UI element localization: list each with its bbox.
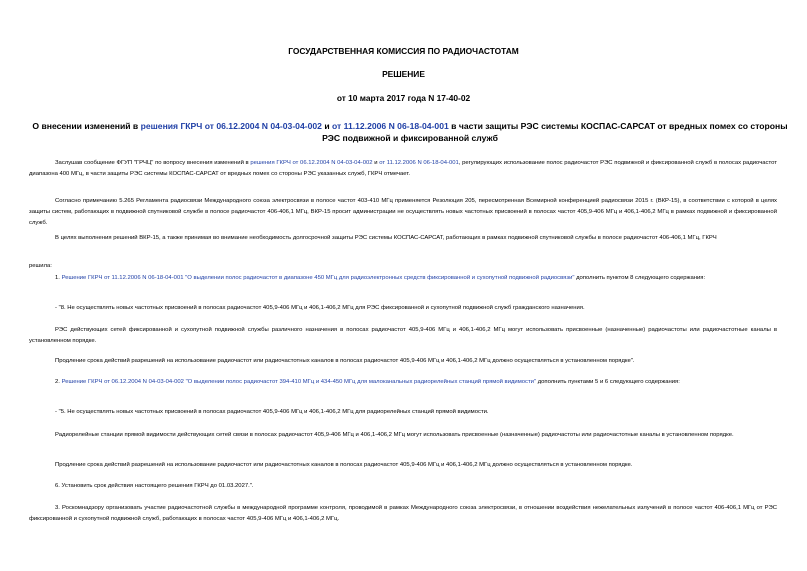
item-1-link-decision[interactable]: Решение ГКРЧ от 11.12.2006 N 06-18-04-001 bbox=[61, 275, 184, 281]
issuing-organization: ГОСУДАРСТВЕННАЯ КОМИССИЯ ПО РАДИОЧАСТОТАМ bbox=[288, 46, 519, 56]
document-date-number: от 10 марта 2017 года N 17-40-02 bbox=[336, 93, 471, 103]
title-text-post: в части защиты РЭС системы КОСПАС-САРСАТ от вредных помех со стороны РЭС подвижной и фиксированной служб bbox=[322, 121, 788, 143]
paragraph-regulation-note: Согласно примечанию 5.265 Регламента радиосвязи Международного союза электросвязи в полосе частот 403-410 МГц применяется Резолюция 205, пересмотренная Всемирной конференцией радиосвязи 2015 г. (ВКР-15), в соответствии с которой в целях защиты систем, работающих в подвижной спутниковой службе в полосе радиочастот 406-406,1 МГц, ВКР-15 просит администрации не осуществлять новых частотных присвоений в полосах частот 405,9-406 МГц и 406,1-406,2 МГц в рамках подвижной и фиксированной служб. bbox=[29, 198, 777, 226]
paragraph-preamble bbox=[29, 158, 777, 180]
preamble-text-post: , регулирующих использование полос радиочастот РЭС подвижной и фиксированной служб в полосах радиочастот диапазона 400 МГц, в части защиты РЭС системы КОСПАС-САРСАТ от вредных помех со стороны РЭС указанных служб, ГКРЧ отмечает. bbox=[29, 160, 777, 177]
item-2 bbox=[29, 377, 777, 388]
title-link-decision-2004[interactable]: решения ГКРЧ от 06.12.2004 N 04-03-04-002 bbox=[140, 121, 322, 131]
preamble-text-pre: Заслушав сообщение ФГУП "ГРЧЦ" по вопросу внесения изменений в bbox=[55, 160, 251, 166]
quote-relay-stations: Радиорелейные станции прямой видимости действующих сетей связи в полосах радиочастот 405,9-406 МГц и 406,1-406,2 МГц могут использовать присвоенные (назначенные) радиочастоты или радиочастотные каналы в установленном порядке. bbox=[55, 432, 734, 438]
quote-extension-2: Продление срока действий разрешений на использование радиочастот или радиочастотных каналов в полосах радиочастот 405,9-406 МГц и 406,1-406,2 МГц должно осуществляться в установленном порядке. bbox=[55, 462, 633, 468]
title-text-pre: О внесении изменений в bbox=[32, 121, 141, 131]
item-1-number: 1. bbox=[55, 275, 62, 281]
item-1 bbox=[29, 273, 777, 284]
item-1-text: дополнить пунктом 8 следующего содержания: bbox=[574, 275, 706, 281]
quote-extension-1: Продление срока действий разрешений на использование радиочастот или радиочастотных каналов в полосах радиочастот 405,9-406 МГц и 406,1-406,2 МГц должно осуществляться в установленном порядке". bbox=[55, 358, 635, 364]
quote-8: - "8. Не осуществлять новых частотных присвоений в полосах радиочастот 405,9-406 МГц и 406,1-406,2 МГц для РЭС фиксированной и сухопутной подвижной служб гражданского назначения. bbox=[55, 305, 585, 311]
document-title bbox=[30, 120, 790, 144]
item-2-text: дополнить пунктами 5 и 6 следующего содержания: bbox=[536, 379, 680, 385]
title-link-decision-2006[interactable]: от 11.12.2006 N 06-18-04-001 bbox=[332, 121, 449, 131]
preamble-link-decision-2006[interactable]: от 11.12.2006 N 06-18-04-001 bbox=[379, 160, 459, 166]
item-2-link-title[interactable]: "О выделении полос радиочастот 394-410 МГц и 434-450 МГц для малоканальных радиорелейных станций прямой видимости" bbox=[183, 379, 537, 385]
item-1-link-title[interactable]: "О выделении полос радиочастот в диапазоне 450 МГц для радиоэлектронных средств фиксированной и сухопутной подвижной радиосвязи" bbox=[183, 275, 575, 281]
item-3: 3. Роскомнадзору организовать участие радиочастотной службы в международной программе контроля, проводимой в рамках Международного союза электросвязи, в отношении воздействия нежелательных излучений в полосе частот 406-406,1 МГц от РЭС фиксированной и сухопутной подвижной служб, работающих в полосах частот 405,9-406 МГц и 406,1-406,2 МГц. bbox=[29, 505, 777, 522]
title-text-mid: и bbox=[321, 121, 333, 131]
quote-existing-networks: РЭС действующих сетей фиксированной и сухопутной подвижной службы различного назначения в полосах радиочастот 405,9-406 МГц и 406,1-406,2 МГц могут использовать присвоенные (назначенные) радиочастоты или радиочастотные каналы в установленном порядке. bbox=[29, 327, 777, 344]
resolved-label: решила: bbox=[29, 263, 52, 269]
quote-6: 6. Установить срок действия настоящего решения ГКРЧ до 01.03.2027.". bbox=[55, 483, 254, 489]
preamble-text-mid: и bbox=[372, 160, 380, 166]
item-2-link-decision[interactable]: Решение ГКРЧ от 06.12.2004 N 04-03-04-002 bbox=[61, 379, 184, 385]
quote-5: - "5. Не осуществлять новых частотных присвоений в полосах радиочастот 405,9-406 МГц и 406,1-406,2 МГц для радиорелейных станций прямой видимости. bbox=[55, 409, 489, 415]
preamble-link-decision-2004[interactable]: решения ГКРЧ от 06.12.2004 N 04-03-04-002 bbox=[250, 160, 373, 166]
paragraph-purpose: В целях выполнения решений ВКР-15, а также принимая во внимание необходимость долгосрочной защиты РЭС системы КОСПАС-САРСАТ, работающих в рамках подвижной спутниковой службы в полосе радиочастот 406-406,1 МГц, ГКРЧ bbox=[55, 235, 717, 241]
item-2-number: 2. bbox=[55, 379, 62, 385]
document-type: РЕШЕНИЕ bbox=[382, 69, 425, 79]
